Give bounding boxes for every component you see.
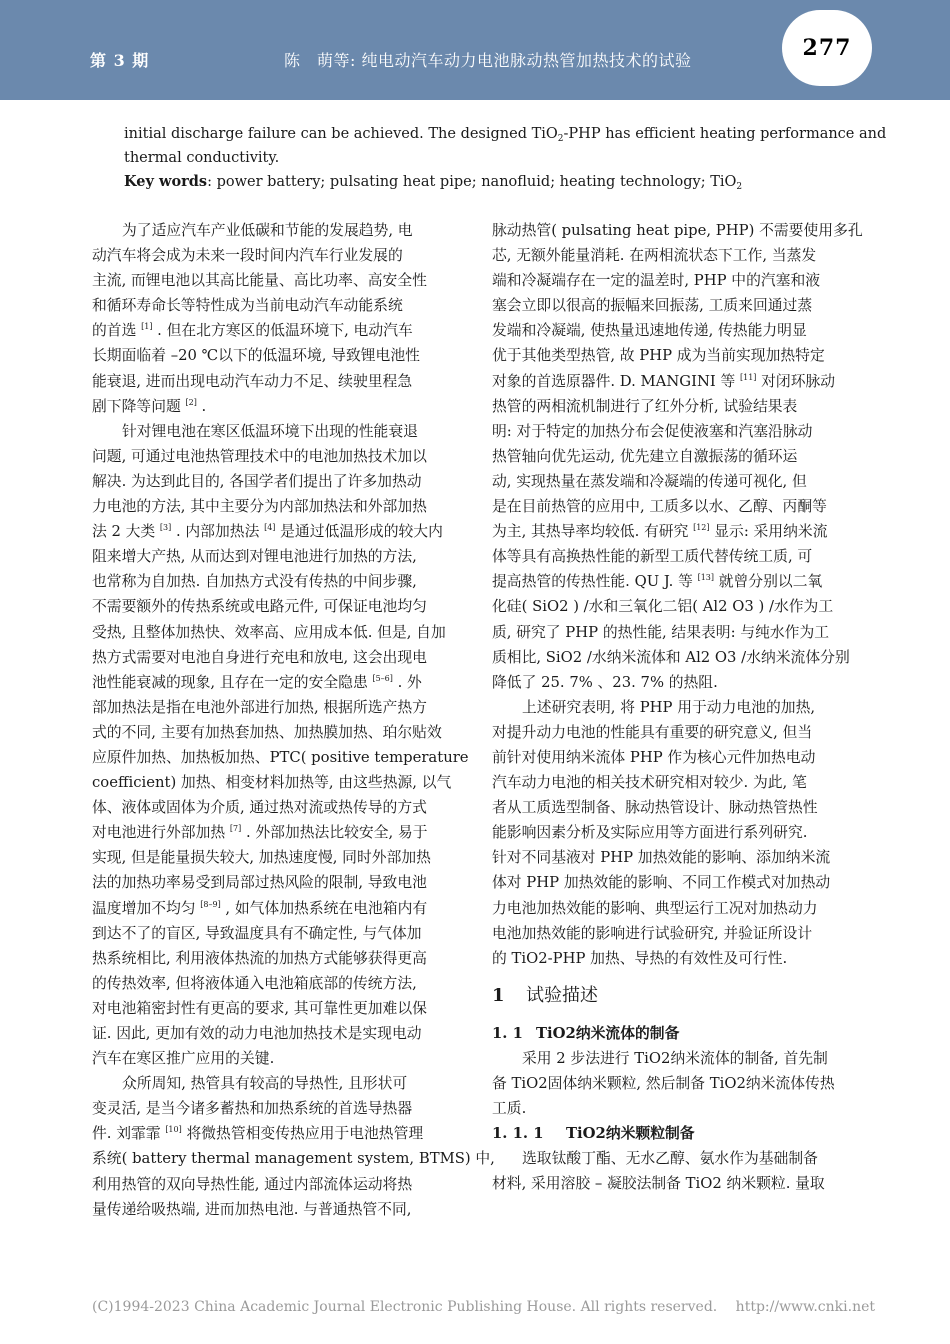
text-line: 变灵活, 是当今诸多蓄热和加热系统的首选导热器 bbox=[92, 1100, 413, 1118]
text-line: 到达不了的盲区, 导致温度具有不确定性, 与气体加 bbox=[92, 924, 422, 942]
text-line: 端和冷凝端存在一定的温差时, PHP 中的汽塞和液 bbox=[492, 272, 821, 290]
text-line: 脉动热管( pulsating heat pipe, PHP) 不需要使用多孔 bbox=[492, 222, 863, 239]
heading-title: TiO2纳米流体的制备 bbox=[536, 1024, 680, 1042]
text-line: 汽车在寒区推广应用的关键. bbox=[92, 1050, 275, 1068]
text-line: 式的不同, 主要有加热套加热、加热膜加热、珀尔贴效 bbox=[92, 723, 442, 741]
text-line: 阻来增大产热, 从而达到对锂电池进行加热的方法, bbox=[92, 548, 417, 566]
text-line: 工质. bbox=[492, 1100, 527, 1118]
text-line: 对象的首选原器件. D. MANGINI 等 [11] 对闭环脉动 bbox=[492, 372, 836, 390]
text-line: 是在目前热管的应用中, 工质多以水、乙醇、丙酮等 bbox=[492, 498, 827, 516]
keywords-label: Key words bbox=[124, 173, 208, 190]
abstract-tail bbox=[124, 122, 887, 194]
subsection-heading bbox=[492, 1021, 860, 1046]
text-line: 众所周知, 热管具有较高的导热性, 且形状可 bbox=[122, 1075, 408, 1093]
text-line: 证. 因此, 更加有效的动力电池加热技术是实现电动 bbox=[92, 1025, 422, 1042]
text-line: coefficient) 加热、相变材料加热等, 由这些热源, 以气 bbox=[92, 774, 452, 792]
text-line: 实现, 但是能量损失较大, 加热速度慢, 同时外部加热 bbox=[92, 849, 431, 867]
section-heading bbox=[492, 971, 860, 1021]
citation-marker: [7] bbox=[229, 824, 242, 834]
text-line: 量传递给吸热端, 进而加热电池. 与普通热管不同, bbox=[92, 1200, 412, 1218]
text-line: 能衰退, 进而出现电动汽车动力不足、续驶里程急 bbox=[92, 372, 413, 390]
running-header bbox=[0, 0, 950, 100]
text-line: 不需要额外的传热系统或电路元件, 可保证电池均匀 bbox=[92, 598, 427, 616]
footer-copyright: (C)1994-2023 China Academic Journal Electronic Publishing House. All rights reserved. http://www.cnki.net bbox=[92, 1299, 876, 1315]
text-line: 问题, 可通过电池热管理技术中的电池加热技术加以 bbox=[92, 447, 427, 465]
text-line: 对电池箱密封性有更高的要求, 其可靠性更加难以保 bbox=[92, 999, 427, 1017]
issue-number: 第 3 期 bbox=[90, 51, 150, 70]
text-line: 者从工质选型制备、脉动热管设计、脉动热管热性 bbox=[492, 799, 818, 817]
text-line: 电池加热效能的影响进行试验研究, 并验证所设计 bbox=[492, 924, 813, 942]
text-line: 优于其他类型热管, 故 PHP 成为当前实现加热特定 bbox=[492, 347, 825, 365]
text-line: 的传热效率, 但将液体通入电池箱底部的传统方法, bbox=[92, 974, 417, 992]
text-line: 件. 刘霏霏 [10] 将微热管相变传热应用于电池热管理 bbox=[92, 1125, 424, 1143]
text-line: 芯, 无额外能量消耗. 在两相流状态下工作, 当蒸发 bbox=[492, 247, 817, 265]
citation-marker: [13] bbox=[697, 573, 714, 583]
text-line: 长期面临着 –20 ℃以下的低温环境, 导致锂电池性 bbox=[92, 347, 420, 365]
text-line: 热管的两相流机制进行了红外分析, 试验结果表 bbox=[492, 397, 798, 415]
citation-marker: [4] bbox=[264, 523, 276, 533]
page-number: 277 bbox=[802, 35, 852, 61]
abstract-line: thermal conductivity. bbox=[124, 150, 280, 166]
text-line: 解决. 为达到此目的, 各国学者们提出了许多加热动 bbox=[92, 472, 422, 490]
text-line: 力电池的方法, 其中主要分为内部加热法和外部加热 bbox=[92, 498, 427, 516]
text-line: 针对不同基液对 PHP 加热效能的影响、添加纳米流 bbox=[492, 849, 831, 867]
abstract-text: initial discharge failure can be achieved. The designed TiO bbox=[124, 126, 558, 142]
text-line: 和循环寿命长等特性成为当前电动汽车动能系统 bbox=[92, 297, 403, 315]
text-line: 发端和冷凝端, 使热量迅速地传递, 传热能力明显 bbox=[492, 322, 807, 340]
text-line: 汽车动力电池的相关技术研究相对较少. 为此, 笔 bbox=[492, 774, 807, 792]
text-line: 热系统相比, 利用液体热流的加热方式能够获得更高 bbox=[92, 949, 427, 967]
text-line: 对提升动力电池的性能具有重要的研究意义, 但当 bbox=[492, 723, 813, 741]
text-line: 降低了 25. 7% 、23. 7% 的热阻. bbox=[492, 673, 718, 691]
text-line: 对电池进行外部加热 [7] . 外部加热法比较安全, 易于 bbox=[92, 824, 428, 842]
text-line: 体对 PHP 加热效能的影响、不同工作模式对加热动 bbox=[492, 874, 831, 892]
heading-title: TiO2纳米颗粒制备 bbox=[566, 1125, 695, 1143]
running-title: 陈 萌等: 纯电动汽车动力电池脉动热管加热技术的试验 bbox=[284, 51, 692, 70]
heading-number: 1. 1 bbox=[492, 1024, 523, 1042]
text-line: 剧下降等问题 [2] . bbox=[92, 397, 207, 415]
citation-marker: [8–9] bbox=[200, 899, 221, 909]
text-line: 温度增加不均匀 [8–9] , 如气体加热系统在电池箱内有 bbox=[92, 899, 428, 917]
text-line: 也常称为自加热. 自加热方式没有传热的中间步骤, bbox=[92, 573, 417, 591]
text-line: 选取钛酸丁酯、无水乙醇、氨水作为基础制备 bbox=[522, 1150, 818, 1168]
text-line: 受热, 且整体加热快、效率高、应用成本低. 但是, 自加 bbox=[92, 623, 446, 641]
text-line: 针对锂电池在寒区低温环境下出现的性能衰退 bbox=[122, 422, 418, 440]
keywords-line bbox=[124, 170, 834, 194]
citation-marker: [12] bbox=[693, 523, 710, 533]
text-line: 的首选 [1] . 但在北方寒区的低温环境下, 电动汽车 bbox=[92, 322, 413, 340]
subsubsection-heading bbox=[492, 1121, 860, 1146]
text-line: 能影响因素分析及实际应用等方面进行系列研究. bbox=[492, 824, 808, 842]
heading-title: 试验描述 bbox=[526, 984, 598, 1006]
body-left-column bbox=[92, 218, 495, 1222]
text-line: 利用热管的双向导热性能, 通过内部流体运动将热 bbox=[92, 1175, 413, 1193]
text-line: 主流, 而锂电池以其高比能量、高比功率、高安全性 bbox=[92, 272, 427, 290]
text-line: 的 TiO2-PHP 加热、导热的有效性及可行性. bbox=[492, 949, 788, 967]
citation-marker: [3] bbox=[159, 523, 172, 533]
text-line: 热管轴向优先运动, 优先建立自激振荡的循环运 bbox=[492, 447, 798, 465]
citation-marker: [10] bbox=[165, 1125, 182, 1135]
subscript: 2 bbox=[557, 134, 564, 144]
text-line: 提高热管的传热性能. QU J. 等 [13] 就曾分别以二氧 bbox=[492, 573, 823, 591]
citation-marker: [5–6] bbox=[372, 673, 393, 683]
heading-number: 1. 1. 1 bbox=[492, 1125, 544, 1143]
text-line: 为了适应汽车产业低碳和节能的发展趋势, 电 bbox=[122, 222, 413, 239]
text-line: 法 2 大类 [3] . 内部加热法 [4] 是通过低温形成的较大内 bbox=[92, 523, 443, 541]
text-line: 前针对使用纳米流体 PHP 作为核心元件加热电动 bbox=[492, 748, 816, 766]
text-line: 采用 2 步法进行 TiO2纳米流体的制备, 首先制 bbox=[522, 1049, 828, 1067]
text-line: 化硅( SiO2 ) /水和三氧化二铝( Al2 O3 ) /水作为工 bbox=[492, 598, 834, 616]
text-line: 体等具有高换热性能的新型工质代替传统工质, 可 bbox=[492, 548, 813, 566]
citation-marker: [1] bbox=[141, 322, 153, 332]
text-line: 明: 对于特定的加热分布会促使液塞和汽塞沿脉动 bbox=[492, 422, 813, 440]
text-line: 部加热法是指在电池外部进行加热, 根据所选产热方 bbox=[92, 698, 427, 716]
text-line: 池性能衰减的现象, 且存在一定的安全隐患 [5–6] . 外 bbox=[92, 673, 422, 691]
text-line: 法的加热功率易受到局部过热风险的限制, 导致电池 bbox=[92, 874, 427, 892]
text-line: 应原件加热、加热板加热、PTC( positive temperature bbox=[92, 748, 469, 766]
abstract-text: -PHP has efficient heating performance and bbox=[563, 126, 887, 142]
heading-number: 1 bbox=[492, 984, 505, 1006]
abstract-line bbox=[124, 122, 887, 146]
subscript: 2 bbox=[736, 182, 743, 192]
citation-marker: [2] bbox=[185, 397, 197, 407]
text-line: 质相比, SiO2 /水纳米流体和 Al2 O3 /水纳米流体分别 bbox=[492, 648, 850, 666]
text-line: 备 TiO2固体纳米颗粒, 然后制备 TiO2纳米流体传热 bbox=[492, 1075, 835, 1092]
text-line: 材料, 采用溶胶 – 凝胶法制备 TiO2 纳米颗粒. 量取 bbox=[492, 1175, 825, 1193]
text-line: 动汽车将会成为未来一段时间内汽车行业发展的 bbox=[92, 247, 403, 265]
page-number-badge bbox=[782, 10, 872, 86]
text-line: 质, 研究了 PHP 的热性能, 结果表明: 与纯水作为工 bbox=[492, 623, 830, 641]
citation-marker: [11] bbox=[739, 372, 757, 382]
keywords-text: : power battery; pulsating heat pipe; nanofluid; heating technology; TiO bbox=[207, 174, 737, 190]
text-line: 为主, 其热导率均较低. 有研究 [12] 显示: 采用纳米流 bbox=[492, 523, 828, 541]
text-line: 体、液体或固体为介质, 通过热对流或热传导的方式 bbox=[92, 799, 427, 817]
text-line: 塞会立即以很高的振幅来回振荡, 工质来回通过蒸 bbox=[492, 297, 813, 315]
body-right-column bbox=[492, 218, 863, 1196]
text-line: 上述研究表明, 将 PHP 用于动力电池的加热, bbox=[522, 698, 816, 716]
text-line: 动, 实现热量在蒸发端和冷凝端的传递可视化, 但 bbox=[492, 472, 807, 490]
text-line: 力电池加热效能的影响、典型运行工况对加热动力 bbox=[492, 899, 818, 917]
text-line: 系统( battery thermal management system, BTMS) 中, bbox=[92, 1150, 495, 1168]
text-line: 热方式需要对电池自身进行充电和放电, 这会出现电 bbox=[92, 648, 427, 666]
